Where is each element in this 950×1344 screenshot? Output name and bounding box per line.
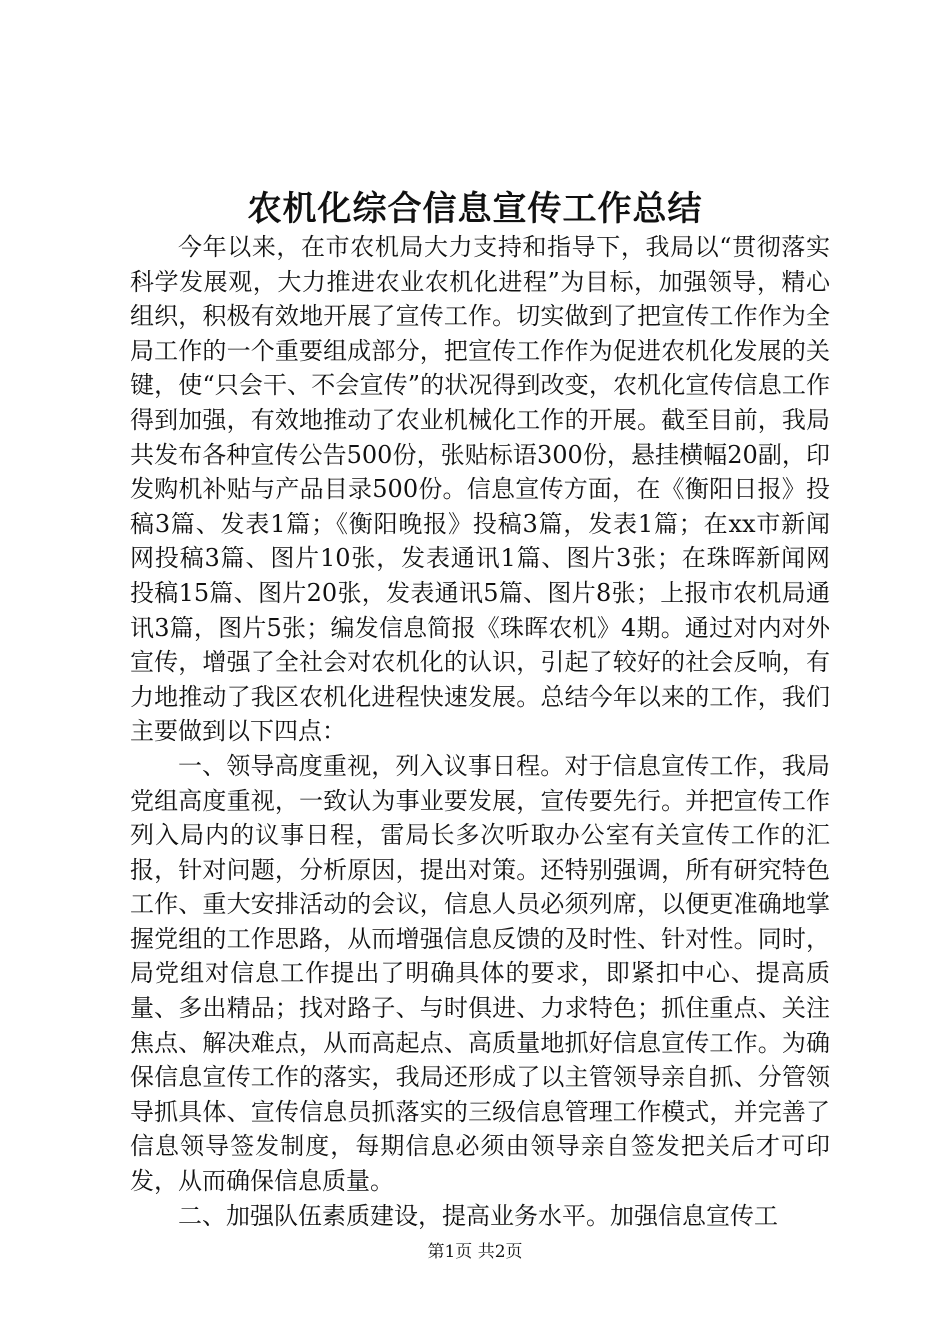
page-footer: 第1页 共2页 <box>427 1242 523 1262</box>
paragraph-intro: 今年以来，在市农机局大力支持和指导下，我局以“贯彻落实科学发展观，大力推进农业农机化进程”为目标，加强领导，精心组织，积极有效地开展了宣传工作。切实做到了把宣传工作作为全局工作的一个重要组成部分，把宣传工作作为促进农机化发展的关键，使“只会干、不会宣传”的状况得到改变，农机化宣传信息工作得到加强，有效地推动了农业机械化工作的开展。截至目前，我局共发布各种宣传公告500份，张贴标语300份，悬挂横幅20副，印发购机补贴与产品目录500份。信息宣传方面，在《衡阳日报》投稿3篇、发表1篇；《衡阳晚报》投稿3篇，发表1篇；在xx市新闻网投稿3篇、图片10张，发表通讯1篇、图片3张；在珠晖新闻网投稿15篇、图片20张，发表通讯5篇、图片8张；上报市农机局通讯3篇，图片5张；编发信息简报《珠晖农机》4期。通过对内对外宣传，增强了全社会对农机化的认识，引起了较好的社会反响，有力地推动了我区农机化进程快速发展。总结今年以来的工作，我们主要做到以下四点： <box>130 233 830 746</box>
paragraph-section-two: 二、加强队伍素质建设，提高业务水平。加强信息宣传工 <box>178 1201 778 1230</box>
paragraph-section-one: 一、领导高度重视，列入议事日程。对于信息宣传工作，我局党组高度重视，一致认为事业要发展，宣传要先行。并把宣传工作列入局内的议事日程，雷局长多次听取办公室有关宣传工作的汇报，针对问题，分析原因，提出对策。还特别强调，所有研究特色工作、重大安排活动的会议，信息人员必须列席，以便更准确地掌握党组的工作思路，从而增强信息反馈的及时性、针对性。同时，局党组对信息工作提出了明确具体的要求，即紧扣中心、提高质量、多出精品；找对路子、与时俱进、力求特色；抓住重点、关注焦点、解决难点，从而高起点、高质量地抓好信息宣传工作。为确保信息宣传工作的落实，我局还形成了以主管领导亲自抓、分管领导抓具体、宣传信息员抓落实的三级信息管理工作模式，并完善了信息领导签发制度，每期信息必须由领导亲自签发把关后才可印发，从而确保信息质量。 <box>130 751 830 1196</box>
document-body <box>130 230 830 1233</box>
document-title: 农机化综合信息宣传工作总结 <box>247 189 703 229</box>
